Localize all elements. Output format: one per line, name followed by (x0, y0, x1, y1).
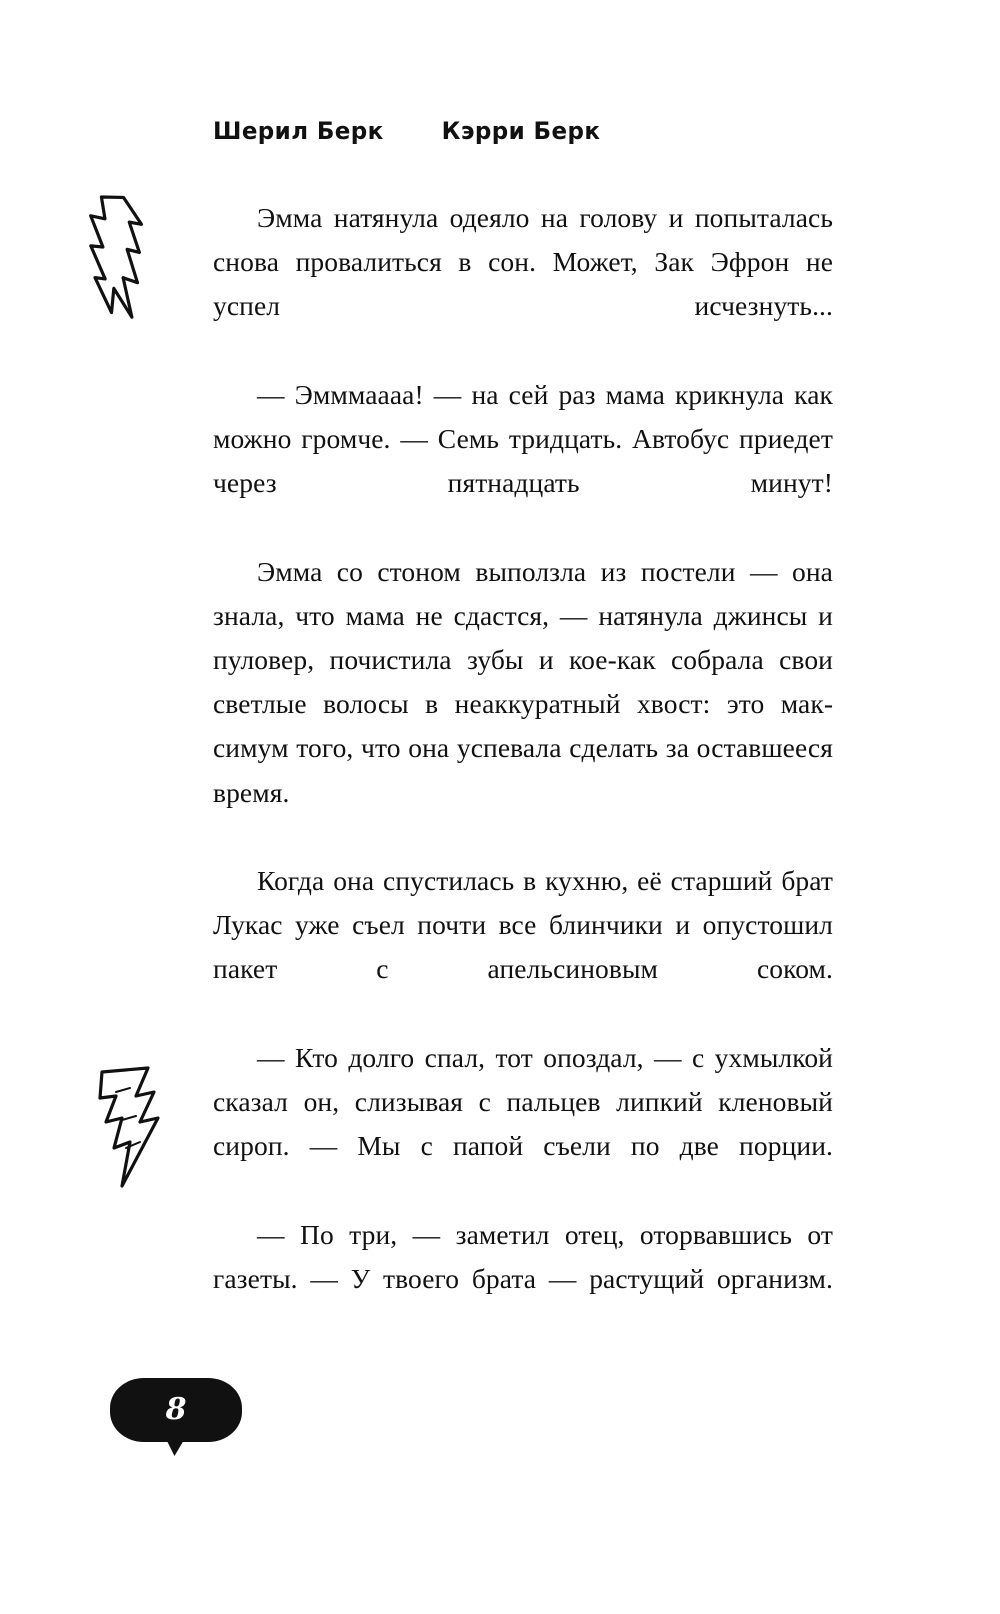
running-head-author-second: Кэрри Берк (441, 118, 601, 146)
running-head-author-first: Шерил Берк (213, 118, 384, 146)
lightning-bolt-icon (92, 1062, 180, 1192)
page-number: 8 (165, 1391, 187, 1427)
paragraph: Когда она спустилась в кухню, её старший брат Лукас уже съел почти все блинчики и опустошил пакет с апельсиновым соком. (213, 865, 833, 985)
running-head (213, 118, 833, 146)
paragraph: — Кто долго спал, тот опоздал, — с ухмылкой сказал он, слизывая с пальцев липкий кленовый сироп. — Мы с папой съели по две порции. (213, 1041, 833, 1162)
paragraph: Эмма натянула одеяло на голову и попыталась снова провалиться в сон. Может, Зак Эфрон не успел исчезнуть... (213, 202, 833, 322)
paragraph: — По три, — заметил отец, оторвавшись от газеты. — У твоего брата — растущий организм. (213, 1218, 833, 1294)
paragraph: Эмма со стоном выползла из постели — она знала, что мама не сдастся, — натянула джинсы и пуловер, почистила зубы и кое-как собрала свои светлые волосы в неаккуратный хвост: это максимум того, что она успевала сделать за оставшееся время. (213, 555, 833, 808)
page-number-badge (110, 1378, 242, 1442)
body-text-column (213, 196, 833, 1345)
paragraph: — Эмммаааа! — на сей раз мама крикнула как можно громче. — Семь тридцать. Автобус приедет через пятнадцать минут! (213, 378, 833, 499)
lightning-bolt-icon (78, 192, 158, 332)
